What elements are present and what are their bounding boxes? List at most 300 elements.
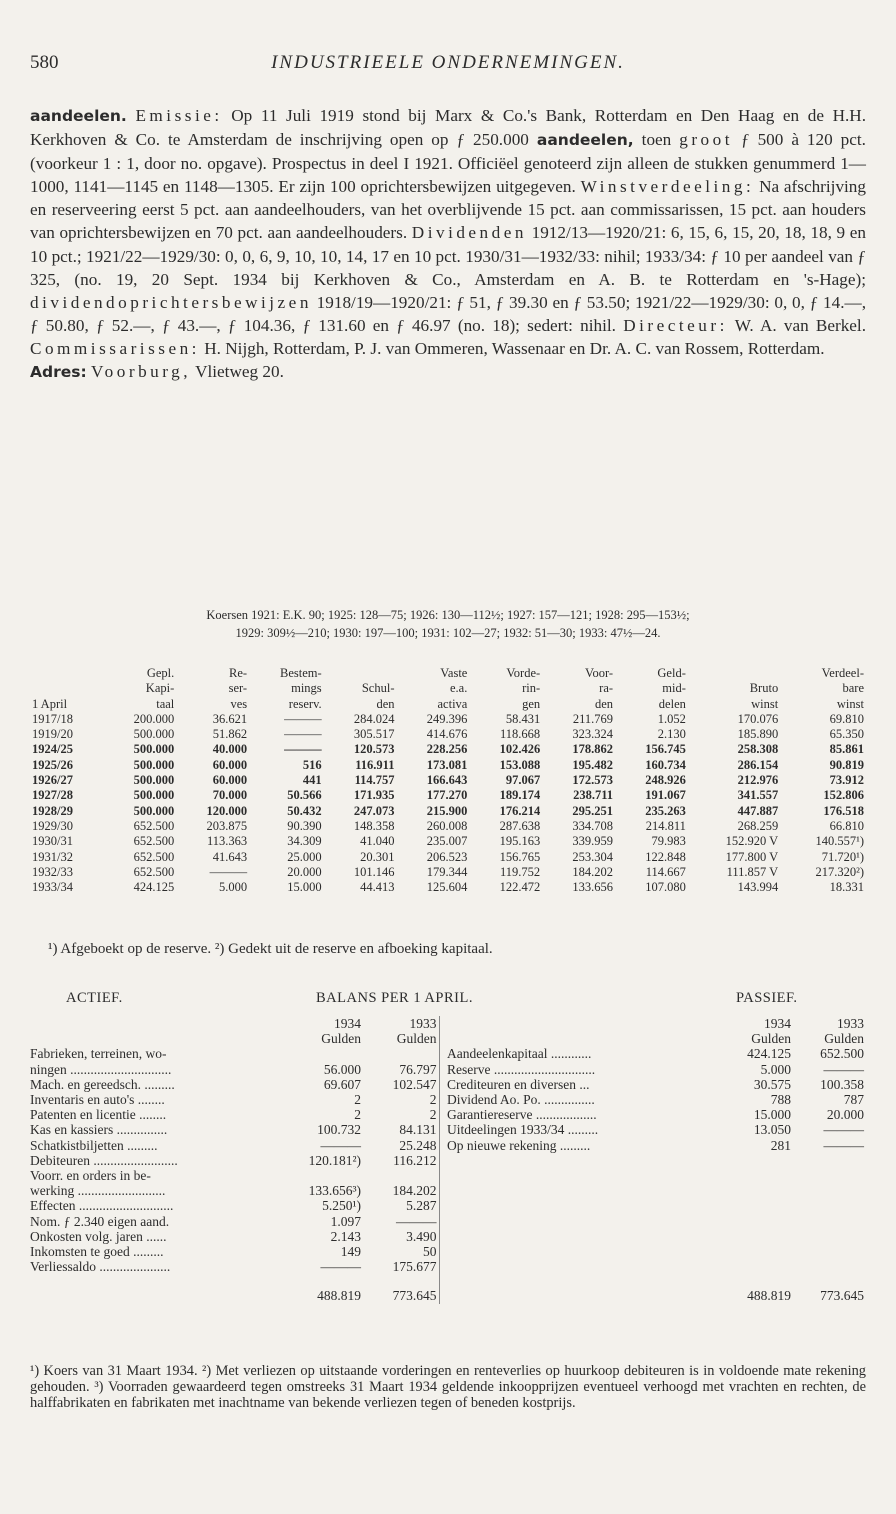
table-cell: 1919/20: [32, 727, 73, 742]
column-header: ra-: [599, 681, 614, 696]
actief-value-1933: 175.677: [392, 1259, 437, 1275]
table-cell: 441: [302, 773, 322, 788]
table-cell: 18.331: [829, 880, 864, 895]
table-cell: 116.911: [355, 757, 395, 772]
actief-value-1933: [363, 1168, 439, 1183]
table-cell: 195.163: [499, 834, 541, 849]
history-table: [30, 666, 866, 895]
table-cell: 2.130: [657, 727, 686, 742]
table-cell: 424.125: [133, 880, 175, 895]
actief-value-1933: 2: [429, 1092, 437, 1108]
passief-item: Uitdeelingen 1933/34 .........: [447, 1122, 599, 1138]
actief-item: Inkomsten te goed .........: [30, 1244, 164, 1260]
column-header: winst: [751, 696, 779, 711]
table-cell: 249.396: [426, 711, 468, 726]
column-divider: [439, 1183, 447, 1198]
actief-item: Nom. ƒ 2.340 eigen aand.: [30, 1213, 170, 1229]
table-cell: 70.000: [212, 788, 248, 803]
column-divider: [439, 1077, 447, 1092]
table-cell: 500.000: [133, 773, 175, 788]
actief-value-1933: ———: [396, 1213, 437, 1229]
table-cell: 516: [302, 757, 322, 772]
adres-place: Voorburg,: [90, 362, 192, 382]
table-cell: 118.668: [500, 727, 541, 742]
column-header: mid-: [662, 681, 686, 696]
table-cell: 238.711: [573, 788, 614, 803]
table-cell: 101.146: [353, 864, 395, 879]
passief-value-1933: ———: [823, 1122, 864, 1138]
column-header: ser-: [228, 681, 248, 696]
actief-value-1933: 3.490: [406, 1228, 437, 1244]
column-divider: [439, 1107, 447, 1122]
company-paragraph: [30, 104, 866, 384]
table-cell: 248.926: [645, 773, 686, 788]
unit-header: Gulden: [824, 1031, 864, 1047]
column-header: gen: [522, 696, 541, 711]
table-cell: 114.667: [645, 864, 686, 879]
history-footnote: ¹) Afgeboekt op de reserve. ²) Gedekt uit de reserve en afboeking kapitaal.: [48, 941, 493, 957]
column-header: bare: [842, 681, 864, 696]
table-cell: 15.000: [287, 880, 322, 895]
passief-value-1933: 652.500: [820, 1046, 864, 1062]
actief-value-1934: 133.656³): [308, 1183, 361, 1199]
column-header: [30, 681, 103, 696]
table-cell: 500.000: [133, 803, 175, 818]
passief-value-1934: 788: [770, 1092, 791, 1108]
column-divider: [439, 1198, 447, 1213]
column-divider: [439, 1214, 447, 1229]
table-cell: 69.810: [829, 711, 864, 726]
passief-value-1934: 424.125: [747, 1046, 791, 1062]
table-cell: 334.708: [572, 818, 614, 833]
actief-value-1934: 56.000: [323, 1061, 361, 1077]
passief-value-1933: [793, 1153, 866, 1168]
passief-item: [447, 1259, 725, 1274]
column-header: Bruto: [749, 681, 779, 696]
table-cell: 184.202: [572, 864, 614, 879]
balance-row: [30, 1168, 866, 1183]
unit-header: Gulden: [751, 1031, 791, 1047]
table-cell: 125.604: [426, 880, 468, 895]
blank-cell: [447, 1016, 725, 1031]
paragraph-run: 1912/13—1920/21: 6, 15, 6, 15, 20, 18, 18, 9 en 10 pct.; 1921/22—1929/30: 0, 0, 6, 9, 10, 10, 14, 17 en 10 pct. 1930/31—1932/33: nihil; 1933/34: ƒ 10 per aandeel van ƒ 325, (no. 19, 20 Sept. 1934 bij Kerkhoven & Co., Amsterdam en A. B. te Rotterdam en 's-Hage);: [30, 223, 866, 289]
table-cell: 65.350: [829, 727, 864, 742]
table-cell: 133.656: [572, 880, 614, 895]
table-cell: 71.720¹): [821, 849, 864, 864]
table-cell: 148.358: [353, 818, 395, 833]
passief-value-1933: 100.358: [820, 1076, 864, 1092]
table-cell: 173.081: [426, 757, 468, 772]
page-header: [30, 52, 866, 82]
actief-item: Patenten en licentie ........: [30, 1107, 167, 1123]
paragraph-run: Op 11 Juli 1919 stond bij Marx & Co.'s Bank, Rotterdam en Den Haag en de H.H. Kerkhoven & Co. te Amsterdam de inschrijving open op ƒ 250.000: [30, 106, 866, 150]
table-cell: 113.363: [206, 834, 248, 849]
actief-value-1933: [363, 1046, 439, 1061]
actief-value-1934: 2: [354, 1092, 361, 1108]
paragraph-run: aandeelen.: [30, 107, 127, 125]
totals-row: [30, 1274, 866, 1303]
table-cell: 500.000: [133, 788, 175, 803]
actief-value-1934: 5.250¹): [322, 1198, 361, 1214]
unit-header: Gulden: [321, 1031, 361, 1047]
passief-value-1934: [725, 1259, 793, 1274]
table-cell: 85.861: [829, 742, 864, 757]
blank-cell: [30, 1016, 292, 1031]
column-divider: [439, 1092, 447, 1107]
balance-heading: [30, 990, 866, 1012]
table-row: [30, 773, 866, 788]
table-cell: 200.000: [133, 711, 175, 726]
column-header: [324, 666, 397, 681]
actief-value-1934: 69.607: [323, 1076, 361, 1092]
year-header: 1933: [837, 1016, 864, 1031]
actief-value-1934: 2.143: [330, 1228, 361, 1244]
paragraph-run: toen: [633, 130, 680, 150]
table-cell: 260.008: [426, 818, 468, 833]
table-cell: 122.848: [645, 849, 686, 864]
paragraph-body: [30, 106, 866, 358]
table-cell: 140.557¹): [815, 834, 864, 849]
table-cell: 41.643: [212, 849, 248, 864]
column-header: e.a.: [449, 681, 468, 696]
table-cell: 97.067: [505, 773, 541, 788]
table-cell: 253.304: [572, 849, 614, 864]
table-cell: 447.887: [737, 803, 779, 818]
table-cell: 1932/33: [32, 864, 73, 879]
column-header: reserv.: [288, 696, 322, 711]
actief-value-1934: [292, 1046, 363, 1061]
balance-row: [30, 1122, 866, 1137]
column-divider: [439, 1031, 447, 1046]
column-header: taal: [156, 696, 175, 711]
column-divider: [439, 1046, 447, 1061]
actief-item: Fabrieken, terreinen, wo-: [30, 1046, 167, 1062]
table-cell: 90.390: [287, 818, 322, 833]
actief-item: Mach. en gereedsch. .........: [30, 1076, 175, 1092]
passief-value-1934: [725, 1168, 793, 1183]
column-header: Verdeel-: [821, 666, 864, 680]
column-header: ves: [230, 696, 248, 711]
column-header: Schul-: [361, 681, 395, 696]
passief-value-1934: 5.000: [760, 1061, 791, 1077]
passief-value-1934: [725, 1244, 793, 1259]
column-header: den: [594, 696, 614, 711]
paragraph-run: H. Nijgh, Rotterdam, P. J. van Ommeren, Wassenaar en Dr. A. C. van Rossem, Rotterdam.: [199, 338, 825, 358]
table-cell: 79.983: [651, 834, 686, 849]
total-passief-1933: 773.645: [820, 1288, 864, 1304]
actief-value-1934: 120.181²): [308, 1152, 361, 1168]
adres-street: Vlietweg 20.: [195, 362, 284, 382]
table-cell: 1933/34: [32, 880, 73, 895]
table-cell: 58.431: [505, 711, 541, 726]
passief-item: [447, 1183, 725, 1198]
table-cell: 177.800 V: [725, 849, 779, 864]
table-cell: 217.320²): [815, 864, 864, 879]
table-cell: ———: [209, 864, 248, 879]
actief-value-1934: 1.097: [330, 1213, 361, 1229]
unit-header-row: [30, 1031, 866, 1046]
table-cell: 177.270: [426, 788, 468, 803]
passief-value-1934: 13.050: [753, 1122, 791, 1138]
table-cell: 203.875: [206, 818, 248, 833]
passief-value-1933: 20.000: [826, 1107, 864, 1123]
passief-item: Aandeelenkapitaal ............: [447, 1046, 592, 1062]
column-divider: [439, 1229, 447, 1244]
column-divider: [439, 1122, 447, 1137]
column-header: Bestem-: [279, 666, 322, 680]
column-header: Gepl.: [146, 666, 175, 680]
table-cell: 90.819: [829, 757, 864, 772]
table-cell: 214.811: [645, 818, 686, 833]
column-header: winst: [836, 696, 864, 711]
actief-value-1933: 76.797: [399, 1061, 437, 1077]
table-row: [30, 804, 866, 819]
balance-row: [30, 1214, 866, 1229]
passief-value-1934: [725, 1229, 793, 1244]
table-cell: 143.994: [737, 880, 779, 895]
table-cell: 102.426: [499, 742, 541, 757]
balance-row: [30, 1229, 866, 1244]
actief-value-1934: 2: [354, 1107, 361, 1123]
passief-value-1933: 787: [843, 1092, 864, 1108]
table-cell: 120.573: [353, 742, 395, 757]
column-header: Re-: [229, 666, 248, 680]
table-cell: 652.500: [133, 849, 175, 864]
table-cell: 25.000: [287, 849, 322, 864]
table-cell: 5.000: [218, 880, 248, 895]
passief-item: [447, 1229, 725, 1244]
paragraph-run: 1918/19—1920/21: ƒ 51, ƒ 39.30 en ƒ 53.50; 1921/22—1929/30: 0, 0, ƒ 14.—, ƒ 50.80, ƒ 52.—, ƒ 43.—, ƒ 104.36, ƒ 131.60 en ƒ 46.97 (no. 18); sedert: nihil.: [30, 292, 866, 335]
actief-value-1934: ———: [320, 1137, 361, 1153]
passief-item: Dividend Ao. Po. ...............: [447, 1092, 595, 1108]
table-row: [30, 850, 866, 865]
passief-label: PASSIEF.: [736, 990, 798, 1006]
table-cell: 66.810: [829, 818, 864, 833]
table-cell: 323.324: [572, 727, 614, 742]
paragraph-run: Emissie:: [135, 106, 223, 125]
table-cell: 60.000: [212, 773, 248, 788]
table-cell: 1.052: [657, 711, 686, 726]
table-cell: 34.309: [287, 834, 322, 849]
table-cell: 339.959: [572, 834, 614, 849]
passief-value-1933: [793, 1183, 866, 1198]
actief-value-1933: 102.547: [392, 1076, 437, 1092]
column-header: delen: [658, 696, 686, 711]
table-cell: 171.935: [353, 788, 395, 803]
table-row: [30, 788, 866, 803]
actief-value-1933: 84.131: [399, 1122, 437, 1138]
table-row: [30, 727, 866, 742]
paragraph-run: Dividenden: [411, 223, 527, 243]
passief-item: Op nieuwe rekening .........: [447, 1137, 591, 1153]
column-header: Voor-: [585, 666, 614, 680]
table-cell: 50.432: [287, 803, 322, 818]
column-header: rin-: [522, 681, 541, 696]
column-divider: [439, 1168, 447, 1183]
table-cell: 286.154: [737, 757, 779, 772]
paragraph-run: W. A. van Berkel.: [727, 315, 866, 335]
actief-value-1933: 5.287: [406, 1198, 437, 1214]
table-cell: 1925/26: [32, 757, 73, 772]
table-cell: 287.638: [499, 818, 541, 833]
table-cell: 284.024: [353, 711, 395, 726]
table-cell: 1929/30: [32, 818, 73, 833]
table-cell: 215.900: [426, 803, 468, 818]
actief-label: ACTIEF.: [66, 990, 123, 1006]
passief-item: [447, 1198, 725, 1213]
actief-item: Voorr. en orders in be-: [30, 1168, 151, 1184]
balance-row: [30, 1153, 866, 1168]
table-cell: ———: [284, 742, 322, 757]
passief-item: Crediteuren en diversen ...: [447, 1076, 590, 1092]
table-row: [30, 834, 866, 849]
table-row: [30, 819, 866, 834]
passief-value-1933: ———: [823, 1061, 864, 1077]
actief-value-1934: [292, 1168, 363, 1183]
passief-item: [447, 1168, 725, 1183]
table-cell: 268.259: [737, 818, 779, 833]
paragraph-run: ƒ 500 à 120 pct. (voorkeur 1 : 1, door no. opgave). Prospectus in deel I 1921. Officiëel genoteerd zijn alleen de stukken genummerd 1—1000, 1141—1145 en 1148—1305. Er zijn 100 oprichtersbewijzen uitgegeven.: [30, 130, 866, 197]
blank-cell: [447, 1031, 725, 1046]
table-cell: 114.757: [354, 773, 395, 788]
table-cell: 156.765: [499, 849, 541, 864]
balance-row: [30, 1198, 866, 1213]
table-cell: 189.174: [499, 788, 541, 803]
paragraph-run: aandeelen,: [536, 131, 634, 150]
blank-cell: [30, 1031, 292, 1046]
table-cell: 119.752: [500, 864, 541, 879]
table-cell: 50.566: [287, 788, 322, 803]
table-cell: 41.040: [360, 834, 395, 849]
passief-value-1933: [793, 1229, 866, 1244]
table-cell: 20.000: [287, 864, 322, 879]
total-actief-1933: 773.645: [392, 1288, 437, 1304]
table-cell: 652.500: [133, 818, 175, 833]
table-cell: 20.301: [360, 849, 395, 864]
table-cell: 1917/18: [32, 711, 73, 726]
passief-item: Reserve ..............................: [447, 1061, 596, 1077]
running-title: INDUSTRIEELE ONDERNEMINGEN.: [271, 52, 625, 73]
total-passief-1934: 488.819: [747, 1288, 791, 1304]
table-cell: ———: [284, 727, 322, 742]
balance-row: [30, 1077, 866, 1092]
actief-value-1933: 2: [429, 1107, 437, 1123]
page-number: 580: [30, 52, 59, 73]
year-header: 1934: [334, 1016, 361, 1031]
table-cell: 228.256: [426, 742, 468, 757]
koersen-block: [30, 606, 866, 642]
table-cell: 166.643: [426, 773, 468, 788]
year-header: 1933: [409, 1016, 437, 1031]
total-actief-1934: 488.819: [317, 1288, 361, 1304]
column-header: den: [376, 696, 395, 711]
koersen-line: Koersen 1921: E.K. 90; 1925: 128—75; 1926: 130—112½; 1927: 157—121; 1928: 295—153½;: [206, 608, 690, 622]
table-cell: 1924/25: [32, 742, 73, 757]
passief-item: [447, 1153, 725, 1168]
table-cell: 36.621: [212, 711, 248, 726]
table-cell: 51.862: [212, 727, 248, 742]
table-row: [30, 880, 866, 895]
column-header: 1 April: [32, 696, 68, 711]
passief-value-1934: [725, 1198, 793, 1213]
table-cell: 206.523: [426, 849, 468, 864]
table-cell: 414.676: [426, 727, 468, 742]
balance-row: [30, 1244, 866, 1259]
table-cell: 1928/29: [32, 803, 73, 818]
actief-value-1933: 184.202: [392, 1183, 437, 1199]
paragraph-run: Na afschrijving en reserveering eerst 5 pct. aan aandeelhouders, van het overblijvende 15 pct. aan commissarissen, 15 pct. aan houders van oprichtersbewijzen en 70 pct. aan aandeelhouders.: [30, 177, 866, 243]
table-cell: 500.000: [133, 727, 175, 742]
balance-row: [30, 1107, 866, 1122]
table-cell: 295.251: [572, 803, 614, 818]
paragraph-run: Directeur:: [623, 315, 728, 335]
table-cell: 191.067: [645, 788, 686, 803]
column-divider: [439, 1062, 447, 1077]
table-cell: 40.000: [212, 742, 248, 757]
actief-item: Schatkistbiljetten .........: [30, 1137, 158, 1153]
table-cell: 60.000: [212, 757, 248, 772]
table-cell: 160.734: [645, 757, 686, 772]
table-cell: 107.080: [645, 880, 686, 895]
passief-value-1933: [793, 1198, 866, 1213]
unit-header: Gulden: [396, 1031, 437, 1047]
header-row: [30, 681, 866, 696]
table-cell: 44.413: [360, 880, 395, 895]
table-cell: 176.214: [499, 803, 541, 818]
passief-value-1934: 281: [770, 1137, 791, 1153]
table-cell: 1926/27: [32, 773, 73, 788]
column-divider: [439, 1259, 447, 1274]
paragraph-run: groot: [679, 130, 734, 150]
column-header: Geld-: [657, 666, 686, 680]
column-header: activa: [437, 696, 468, 711]
table-cell: 170.076: [737, 711, 779, 726]
actief-item: Onkosten volg. jaren ......: [30, 1228, 167, 1244]
balance-table: [30, 1016, 866, 1304]
table-cell: 178.862: [572, 742, 614, 757]
table-cell: 500.000: [133, 742, 175, 757]
table-row: [30, 865, 866, 880]
year-header-row: [30, 1016, 866, 1031]
blank-cell: [447, 1274, 725, 1303]
column-divider: [439, 1153, 447, 1168]
balance-row: [30, 1046, 866, 1061]
balance-row: [30, 1138, 866, 1153]
column-header: [688, 666, 780, 681]
koersen-line: 1929: 309½—210; 1930: 197—100; 1931: 102—27; 1932: 51—30; 1933: 47½—24.: [235, 626, 661, 640]
table-cell: 176.518: [823, 803, 864, 818]
actief-value-1934: 149: [340, 1244, 361, 1260]
table-cell: 153.088: [499, 757, 541, 772]
table-cell: 258.308: [737, 742, 779, 757]
table-row: [30, 742, 866, 757]
table-cell: 179.344: [426, 864, 468, 879]
passief-value-1933: [793, 1259, 866, 1274]
table-cell: 235.263: [645, 803, 686, 818]
table-cell: 73.912: [829, 773, 864, 788]
table-cell: 152.806: [823, 788, 864, 803]
column-divider: [439, 1274, 447, 1303]
table-cell: 156.745: [645, 742, 686, 757]
table-cell: 212.976: [737, 773, 779, 788]
balance-title: BALANS PER 1 APRIL.: [316, 990, 473, 1006]
balance-footnotes: ¹) Koers van 31 Maart 1934. ²) Met verliezen op uitstaande vorderingen en renteverlies op huurkoop debiteuren is in voldoende mate rekening gehouden. ³) Voorraden gewaardeerd tegen omstreeks 31 Maart 1934 geldende inkoopprijzen eventueel verhoogd met vrachten en rechten, de halffabrikaten en fabrikaten met inachtname van bekende verliezen tegen of beneden kostprijs.: [30, 1363, 866, 1412]
passief-value-1933: ———: [823, 1137, 864, 1153]
paragraph-run: Commissarissen:: [30, 338, 200, 358]
passief-value-1933: [793, 1168, 866, 1183]
actief-item: Debiteuren .........................: [30, 1152, 178, 1168]
balance-row: [30, 1062, 866, 1077]
